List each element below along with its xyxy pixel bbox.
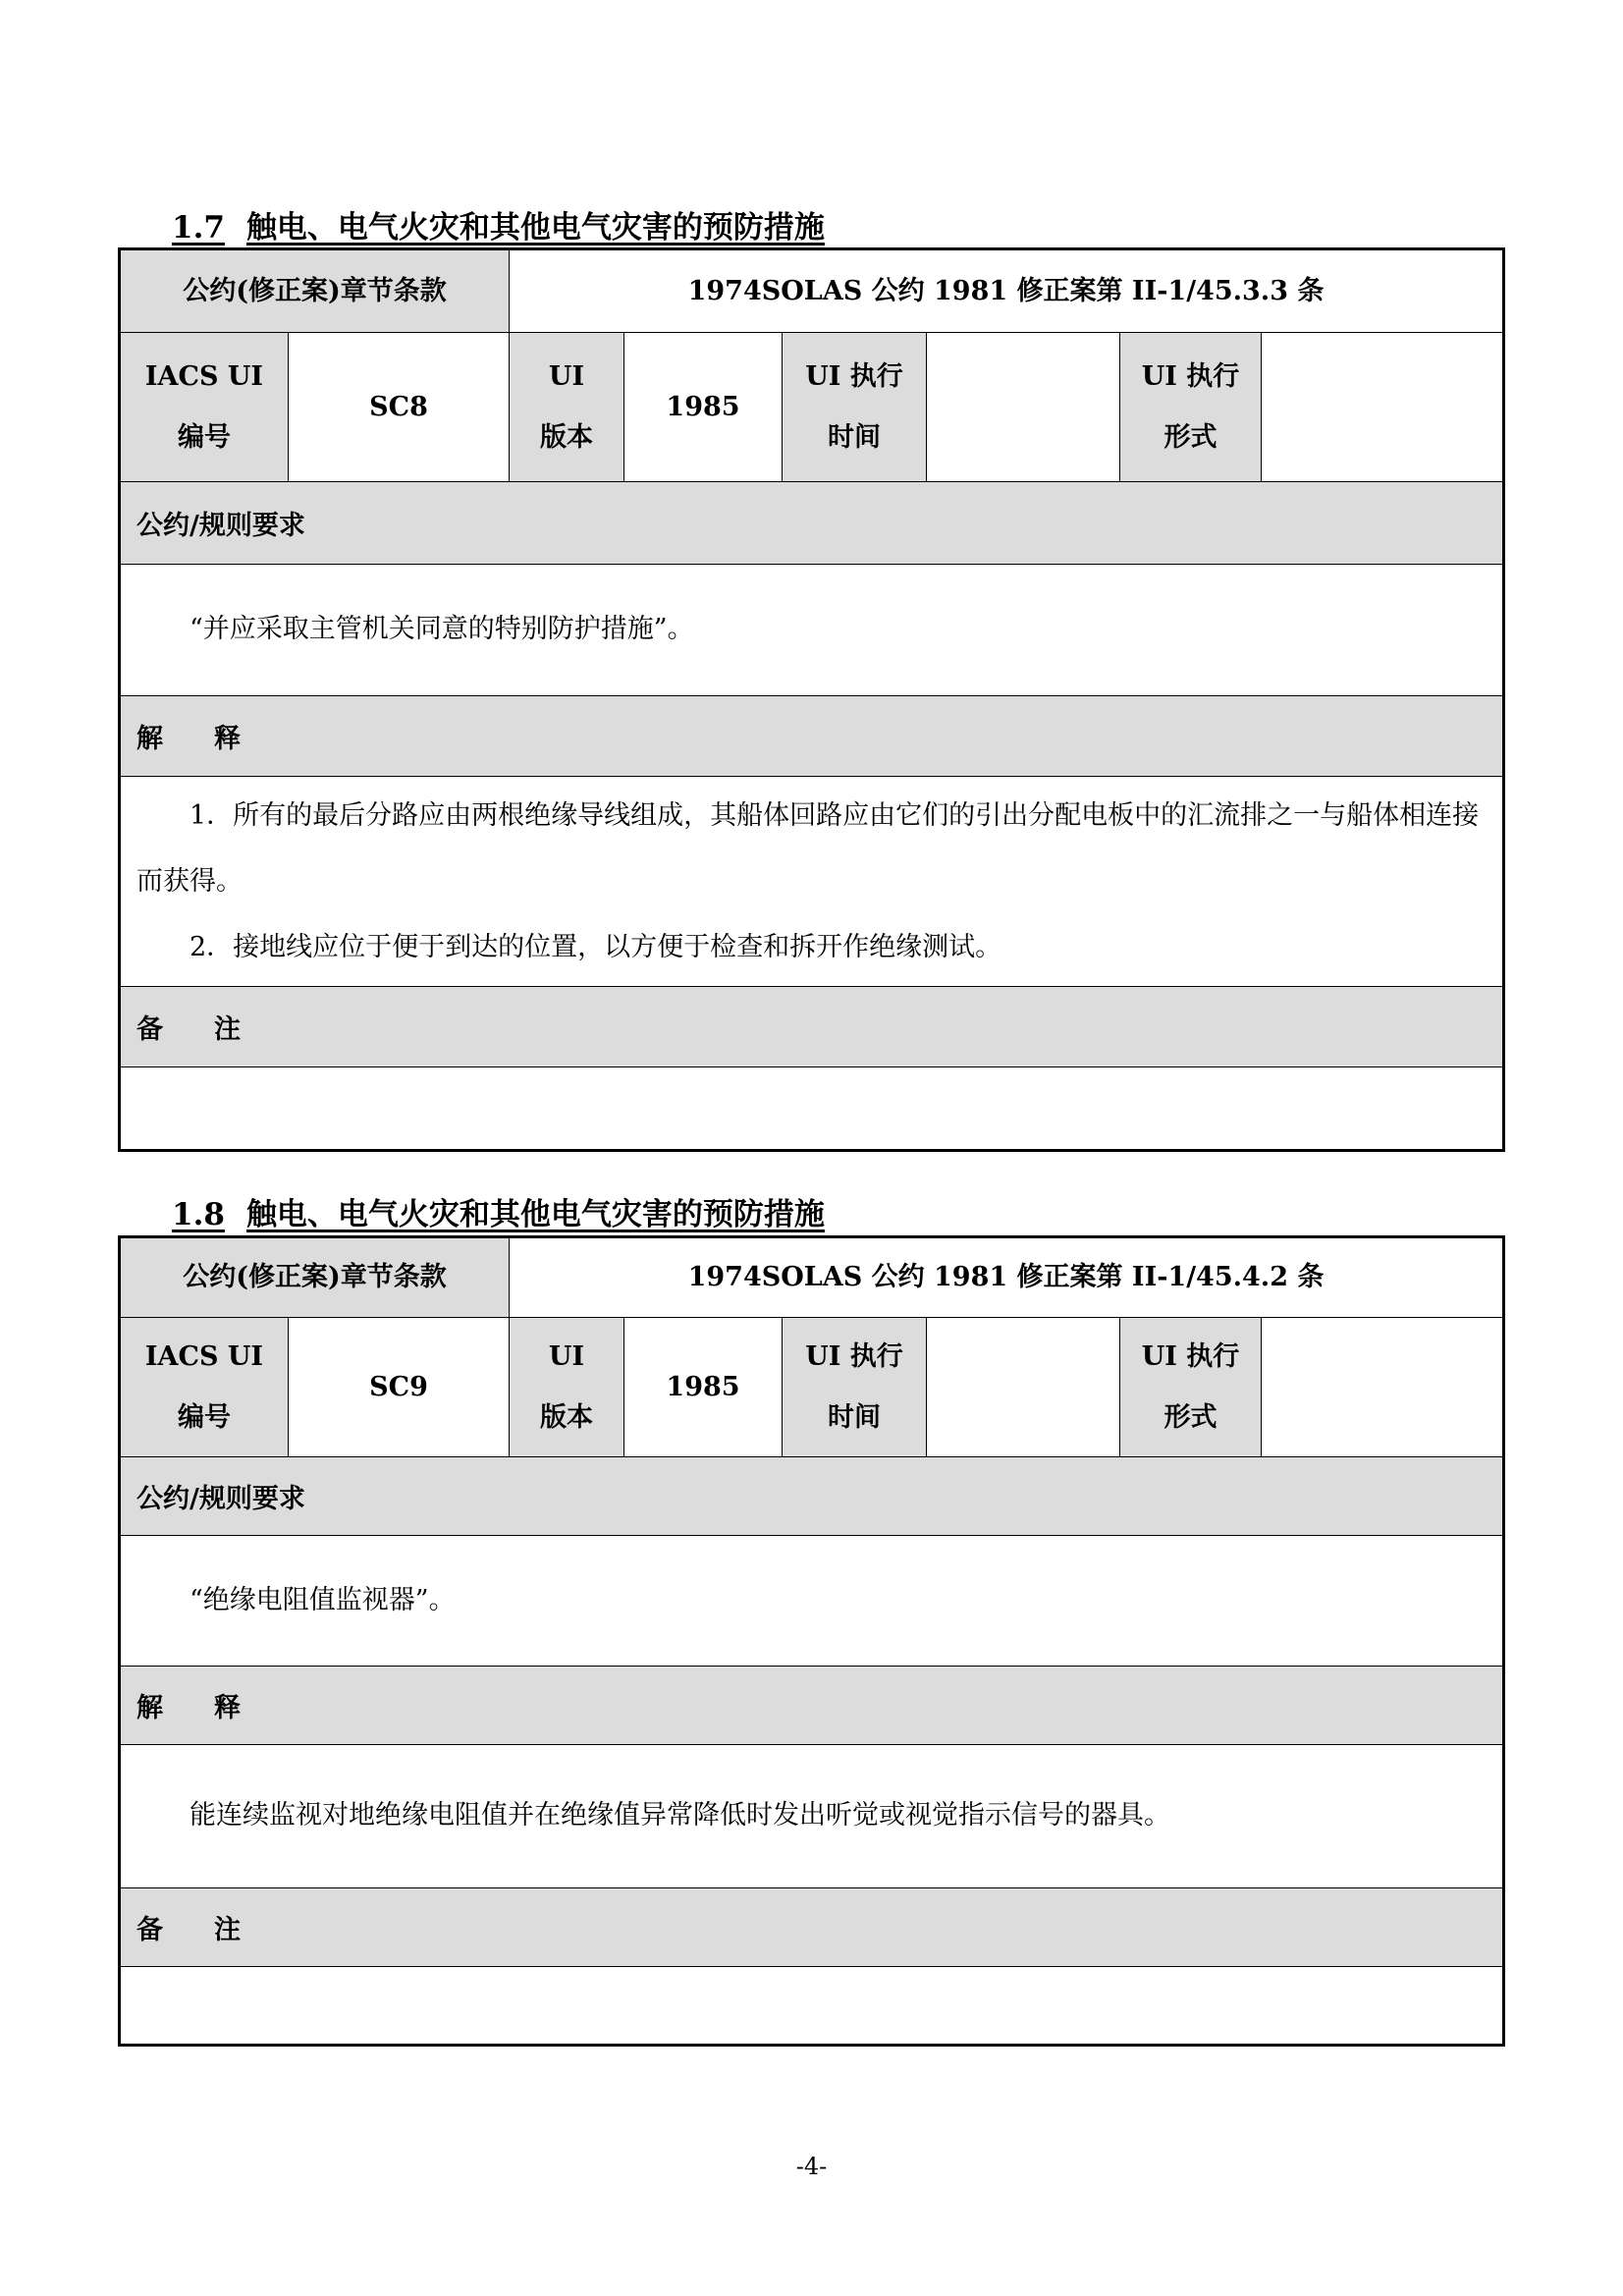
ui-number-value: SC9 <box>288 1318 509 1456</box>
clause-row <box>121 250 1502 333</box>
clause-value: 1974SOLAS 公约 1981 修正案第 II-1/45.3.3 条 <box>509 250 1502 332</box>
requirement-label: 公约/规则要求 <box>136 511 305 541</box>
ui-exec-time-label-line1: UI 执行 <box>805 1340 903 1372</box>
ui-exec-form-value <box>1261 333 1502 481</box>
interpretation-label-char1: 解 <box>136 1693 163 1723</box>
interpretation-body-row <box>121 777 1502 987</box>
interpretation-label <box>136 696 241 776</box>
ui-exec-time-label-line2: 时间 <box>827 1401 881 1433</box>
section-heading: 触电、电气火灾和其他电气灾害的预防措施 <box>245 210 825 246</box>
ui-number-label-line1: IACS UI <box>144 1340 264 1372</box>
requirement-body-row <box>121 1536 1502 1667</box>
ui-exec-time-value <box>926 333 1119 481</box>
ui-version-value: 1985 <box>623 1318 782 1456</box>
ui-exec-time-label <box>782 333 926 481</box>
remarks-label-char2: 注 <box>214 1014 241 1045</box>
interpretation-header-row <box>121 1667 1502 1745</box>
ui-info-row <box>121 333 1502 482</box>
remarks-label-char1: 备 <box>136 1915 163 1945</box>
interpretation-paragraph: 1．所有的最后分路应由两根绝缘导线组成，其船体回路应由它们的引出分配电板中的汇流排之一与船体相连接而获得。 <box>136 800 1480 897</box>
ui-exec-form-value <box>1261 1318 1502 1456</box>
remarks-header-row <box>121 987 1502 1067</box>
ui-version-label-line2: 版本 <box>540 1401 593 1433</box>
ui-exec-form-label <box>1119 333 1261 481</box>
regulation-table <box>118 247 1505 1152</box>
requirement-body-row <box>121 565 1502 696</box>
section-title <box>172 202 825 246</box>
page-number: -4- <box>795 2153 828 2180</box>
section-title <box>172 1189 825 1233</box>
remarks-body-row <box>121 1067 1502 1149</box>
clause-label: 公约(修正案)章节条款 <box>183 275 447 306</box>
clause-value: 1974SOLAS 公约 1981 修正案第 II-1/45.4.2 条 <box>509 1238 1502 1317</box>
ui-number-label <box>121 333 288 481</box>
section-heading: 触电、电气火灾和其他电气灾害的预防措施 <box>245 1197 825 1232</box>
requirement-label: 公约/规则要求 <box>136 1484 305 1514</box>
interpretation-header-row <box>121 696 1502 777</box>
remarks-header-row <box>121 1888 1502 1967</box>
regulation-table <box>118 1235 1505 2047</box>
remarks-label <box>136 1888 241 1966</box>
remarks-body-row <box>121 1967 1502 2044</box>
ui-version-label-line1: UI <box>548 360 585 392</box>
requirement-header-row <box>121 482 1502 565</box>
ui-exec-form-label-line2: 形式 <box>1163 1401 1217 1433</box>
remarks-label-char2: 注 <box>214 1915 241 1945</box>
interpretation-label-char2: 释 <box>214 1693 241 1723</box>
ui-number-label <box>121 1318 288 1456</box>
ui-version-label-line1: UI <box>548 1340 585 1372</box>
ui-exec-form-label-line2: 形式 <box>1163 421 1217 453</box>
ui-number-value: SC8 <box>288 333 509 481</box>
section-number: 1.7 <box>172 210 225 246</box>
interpretation-label-char2: 释 <box>214 724 241 754</box>
ui-exec-time-label <box>782 1318 926 1456</box>
ui-exec-time-label-line1: UI 执行 <box>805 360 903 392</box>
interpretation-body-row <box>121 1745 1502 1888</box>
interpretation-label-char1: 解 <box>136 724 163 754</box>
ui-version-label <box>509 333 623 481</box>
interpretation-text <box>121 777 1502 980</box>
ui-number-label-line2: 编号 <box>178 1401 231 1433</box>
interpretation-paragraph: 2．接地线应位于便于到达的位置，以方便于检查和拆开作绝缘测试。 <box>189 932 1002 962</box>
interpretation-text <box>121 1745 1502 1848</box>
ui-version-label-line2: 版本 <box>540 421 593 453</box>
requirement-text: “绝缘电阻值监视器”。 <box>189 1585 456 1615</box>
section-number: 1.8 <box>172 1197 225 1232</box>
requirement-header-row <box>121 1457 1502 1536</box>
remarks-label <box>136 987 241 1066</box>
remarks-label-char1: 备 <box>136 1014 163 1045</box>
ui-exec-time-label-line2: 时间 <box>827 421 881 453</box>
requirement-text: “并应采取主管机关同意的特别防护措施”。 <box>189 614 694 644</box>
interpretation-label <box>136 1667 241 1744</box>
ui-exec-time-value <box>926 1318 1119 1456</box>
ui-exec-form-label-line1: UI 执行 <box>1141 360 1240 392</box>
ui-exec-form-label-line1: UI 执行 <box>1141 1340 1240 1372</box>
ui-version-value: 1985 <box>623 333 782 481</box>
ui-version-label <box>509 1318 623 1456</box>
clause-row <box>121 1238 1502 1318</box>
ui-info-row <box>121 1318 1502 1457</box>
interpretation-paragraph: 能连续监视对地绝缘电阻值并在绝缘值异常降低时发出听觉或视觉指示信号的器具。 <box>189 1800 1170 1831</box>
ui-number-label-line2: 编号 <box>178 421 231 453</box>
clause-label: 公约(修正案)章节条款 <box>183 1262 447 1292</box>
ui-exec-form-label <box>1119 1318 1261 1456</box>
ui-number-label-line1: IACS UI <box>144 360 264 392</box>
